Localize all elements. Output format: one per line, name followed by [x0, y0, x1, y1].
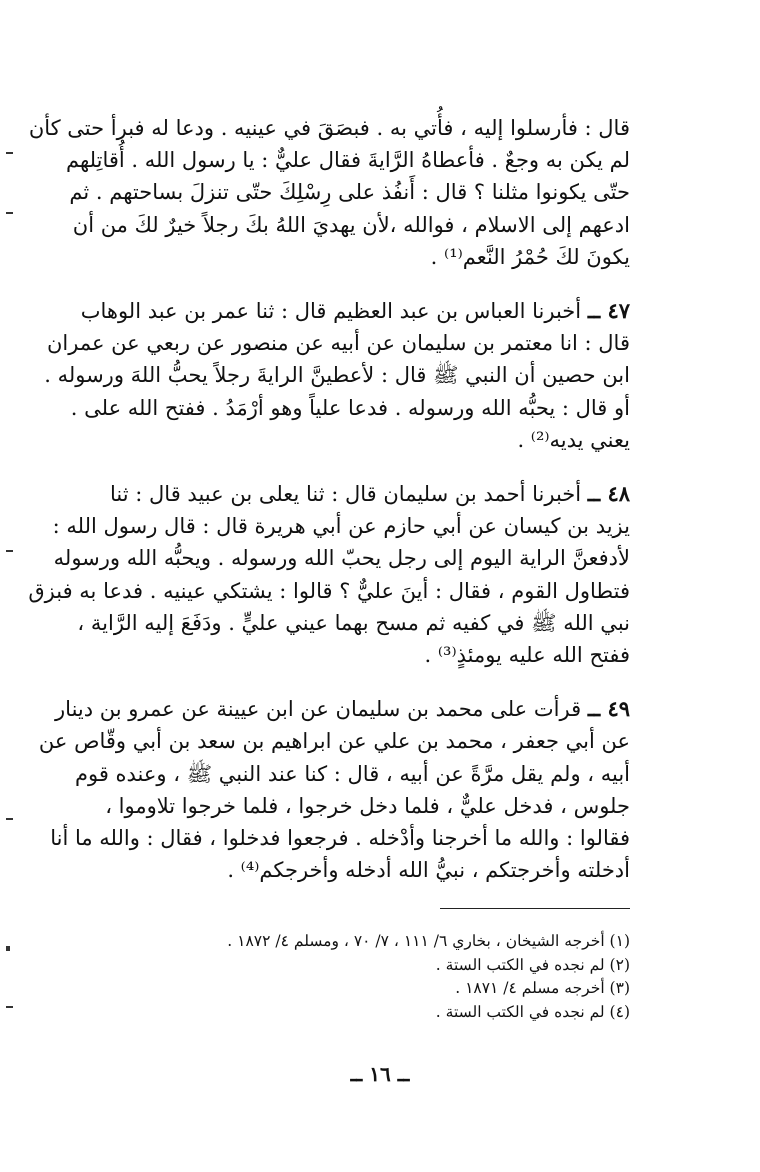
text-line: قال : فأرسلوا إليه ، فأُتي به . فبصَقَ في عينيه . ودعا له فبرأ حتى كأن: [28, 116, 630, 140]
text-line: نبي الله ﷺ في كفيه ثم مسح بهما عيني عليٍّ . ودَفَعَ إليه الرَّاية ،: [77, 610, 630, 635]
text-line: يكونَ لكَ حُمْرُ النَّعم⁽¹⁾ .: [430, 244, 630, 269]
footnote: (٣) أخرجه مسلم ٤/ ١٨٧١ .: [455, 979, 630, 997]
footnote: (٤) لم نجده في الكتب الستة .: [435, 1002, 630, 1021]
paragraph-intro: [28, 112, 630, 273]
footnote: (١) أخرجه الشيخان ، بخاري ٦/ ١١١ ، ٧/ ٧٠ ، ومسلم ٤/ ١٨٧٢ .: [227, 932, 630, 950]
text-line: ادعهم إلى الاسلام ، فوالله ،لأن يهديَ اللهُ بكَ رجلاً خيرٌ لكَ من أن: [72, 212, 630, 237]
text-line: [55, 693, 630, 725]
text-line: يزيد بن كيسان عن أبي حازم عن أبي هريرة قال : قال رسول الله :: [52, 514, 630, 539]
text-line: عن أبي جعفر ، محمد بن علي عن ابراهيم بن سعد بن أبي وقّاص عن: [38, 729, 630, 754]
page-body: [28, 112, 630, 908]
text-line: فتطاول القوم ، فقال : أينَ عليٌّ ؟ قالوا : يشتكي عينيه . فدعا به فبزق: [28, 578, 630, 603]
page-number: ــ ١٦ ــ: [350, 1062, 410, 1086]
hadith-48: [28, 478, 630, 671]
scan-margin-mark: [6, 1006, 13, 1008]
text-line: لأدفعنَّ الراية اليوم إلى رجل يحبّ الله ورسوله . ويحبُّه الله ورسوله: [53, 546, 630, 571]
footnotes: [190, 930, 630, 1024]
footnote: (٢) لم نجده في الكتب الستة .: [435, 955, 630, 974]
text-line: أدخلته وأخرجتكم ، نبيُّ الله أدخله وأخرجكم⁽⁴⁾ .: [227, 858, 630, 883]
text-line: يعني يديه⁽²⁾ .: [517, 427, 630, 452]
text-line: أبيه ، ولم يقل مرَّةً عن أبيه ، قال : كنا عند النبي ﷺ ، وعنده قوم: [74, 761, 630, 786]
scan-margin-mark: [6, 946, 10, 951]
text-line: ففتح الله عليه يومئذٍ⁽³⁾ .: [424, 643, 630, 668]
hadith-number: ٤٩ ــ: [587, 696, 630, 722]
text-line-content: قرأت على محمد بن سليمان عن ابن عيينة عن عمرو بن دينار: [55, 697, 582, 722]
text-line: أو قال : يحبُّه الله ورسوله . فدعا علياً وهو أرْمَدُ . ففتح الله على .: [70, 395, 630, 420]
text-line: فقالوا : والله ما أخرجنا وأدْخله . فرجعوا فدخلوا ، فقال : والله ما أنا: [50, 826, 630, 851]
hadith-number: ٤٨ ــ: [587, 481, 630, 507]
text-line: لم يكن به وجعٌ . فأعطاهُ الرَّايةَ فقال عليٌّ : يا رسول الله . أُقاتِلهم: [66, 148, 630, 173]
text-line: [110, 478, 630, 510]
text-line: قال : انا معتمر بن سليمان عن أبيه عن منصور عن ربعي عن عمران: [46, 331, 630, 356]
hadith-number: ٤٧ ــ: [587, 298, 630, 324]
hadith-47: [44, 295, 630, 456]
scan-margin-mark: [6, 550, 13, 552]
footnote-divider: [440, 908, 630, 909]
text-line: [80, 295, 630, 327]
text-line: ابن حصين أن النبي ﷺ قال : لأعطينَّ الرايةَ رجلاً يحبُّ اللهَ ورسوله .: [44, 363, 630, 388]
text-line-content: أخبرنا العباس بن عبد العظيم قال : ثنا عمر بن عبد الوهاب: [80, 299, 582, 324]
scan-margin-mark: [6, 152, 13, 154]
scan-margin-mark: [6, 212, 13, 214]
text-line: حتّى يكونوا مثلنا ؟ قال : أَنفُذ على رِسْلِكَ حتّى تنزلَ بساحتهم . ثم: [69, 180, 630, 205]
hadith-49: [38, 693, 630, 886]
scan-margin-mark: [6, 818, 13, 820]
text-line-content: أخبرنا أحمد بن سليمان قال : ثنا يعلى بن عبيد قال : ثنا: [110, 482, 582, 507]
text-line: جلوس ، فدخل عليٌّ ، فلما دخل خرجوا ، فلما خرجوا تلاوموا ،: [105, 793, 630, 818]
